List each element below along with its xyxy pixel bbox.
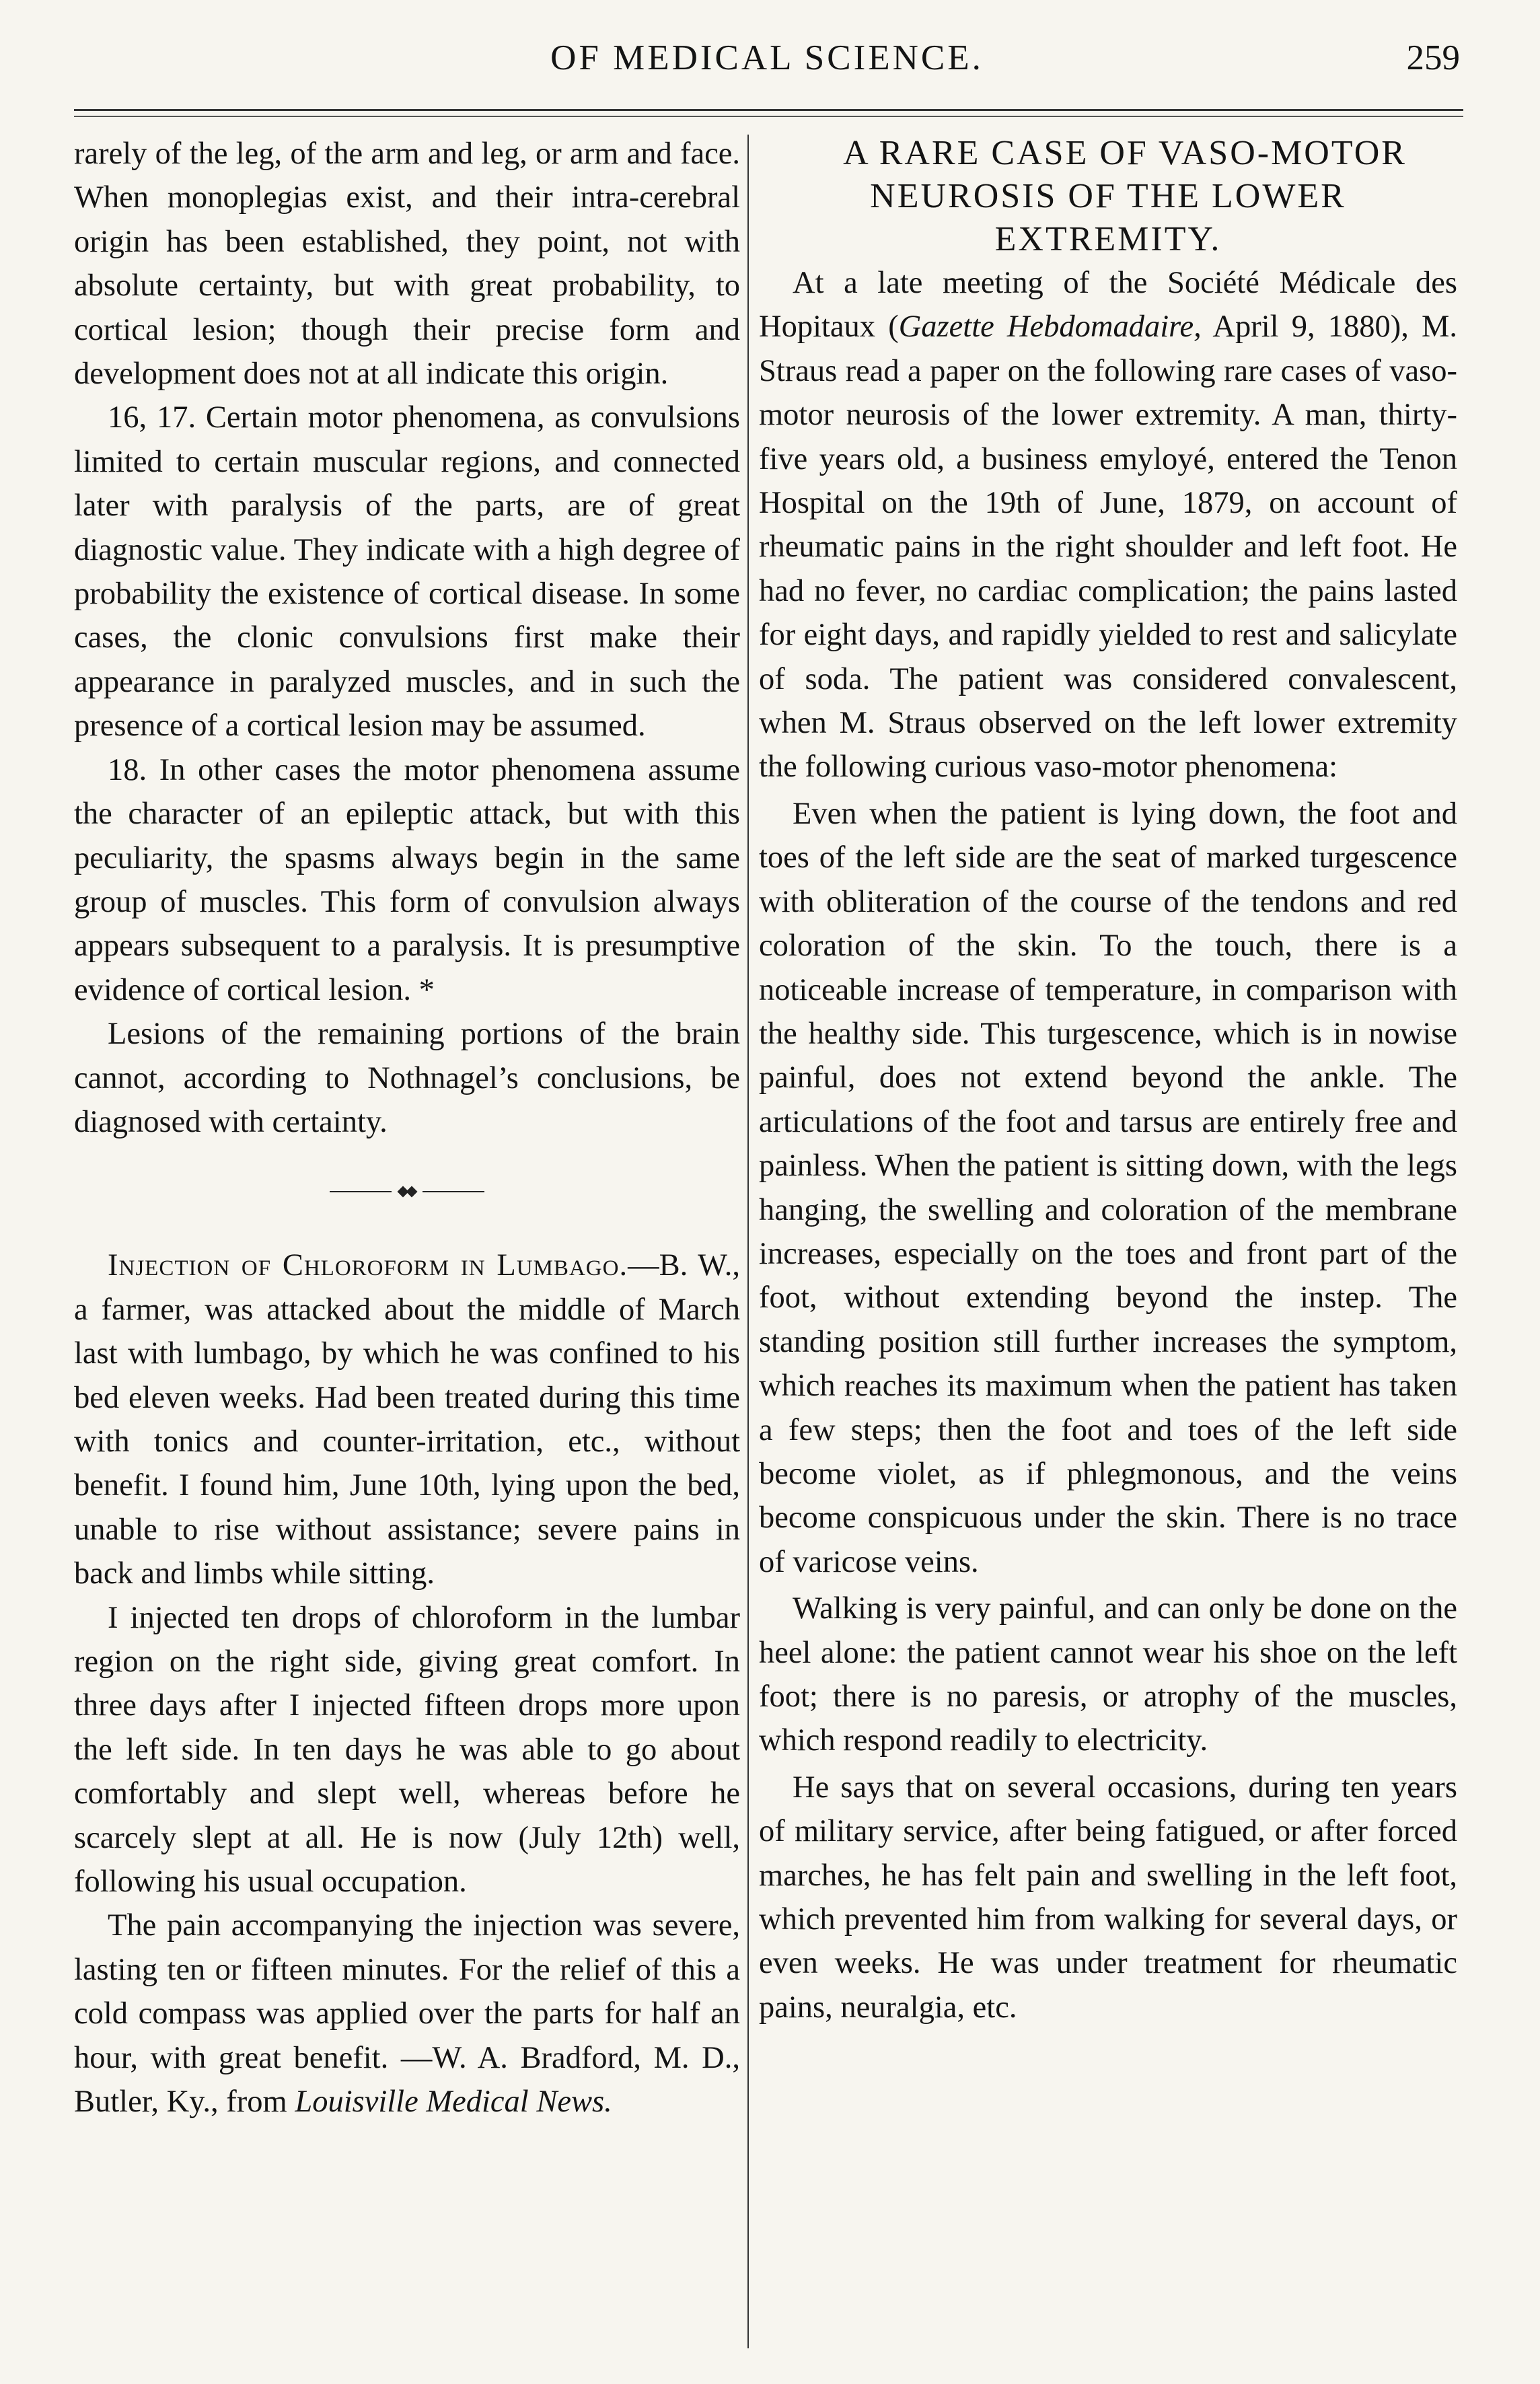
- ornament-line-left: [330, 1191, 392, 1192]
- ornament-diamond: [406, 1186, 418, 1198]
- column-divider: [747, 135, 749, 2348]
- right-paragraph-3: He says that on several occasions, during ten years of military service, after being fatigued, or after forced marches, he has felt pain and swelling in the left foot, which prevented him from walking for several days, or even weeks. He was under treatment for rheumatic pains, neuralgia, etc.: [759, 1770, 1457, 2025]
- right-paragraph-1: Even when the patient is lying down, the foot and toes of the left side are the seat of marked turgescence with obliteration of the course of the tendons and red coloration of the skin. To the touch, there is a noticeable increase of temperature, in comparison with the healthy side. This turgescence, which is in nowise painful, does not extend beyond the ankle. The articulations of the foot and tarsus are entirely free and painless. When the patient is sitting down, with the legs hanging, the swelling and coloration of the membrane increases, especially on the toes and front part of the foot, without extending beyond the instep. The standing position still further increases the symptom, which reaches its maximum when the patient has taken a few steps; then the foot and toes of the left side become violet, as if phlegmonous, and the veins become conspicuous under the skin. There is no trace of varicose veins.: [759, 796, 1457, 1579]
- intro-journal: Gazette Hebdomadaire,: [898, 310, 1202, 345]
- chloroform-text-3: The pain accompanying the injection was severe, lasting ten or fifteen minutes. For the relief of this a cold compass was applied over the parts for half an hour, with great benefit.: [74, 1908, 740, 2075]
- left-column: [74, 132, 740, 2124]
- page-number: 259: [1406, 38, 1460, 77]
- left-paragraph-4: Lesions of the remaining portions of the brain cannot, according to Nothnagel’s conclusions, be diagnosed with certainty.: [74, 1017, 740, 1139]
- right-column: [759, 132, 1457, 2029]
- header-rule-secondary: [74, 116, 1463, 117]
- signature: —W. A. Bradford, M. D., Butler, Ky., from: [74, 2040, 740, 2120]
- left-paragraph-2: 16, 17. Certain motor phenomena, as convulsions limited to certain muscular regions, and connected later with paralysis of the parts, are of great diagnostic value. They indicate with a high degree of probability the existence of cortical disease. In some cases, the clonic convulsions first make their appearance in paralyzed muscles, and in such the presence of a cortical lesion may be assumed.: [74, 400, 740, 744]
- page-header: [74, 24, 1460, 85]
- chloroform-paragraph-2: I injected ten drops of chloroform in the lumbar region on the right side, giving great comfort. In three days after I injected fifteen drops more upon the left side. In ten days he was able to go about comfortably and slept well, whereas before he scarcely slept at all. He is now (July 12th) well, following his usual occupation.: [74, 1600, 740, 1900]
- left-paragraph-1: rarely of the leg, of the arm and leg, or arm and face. When monoplegias exist, and their intra-cerebral origin has been established, they point, not with absolute certainty, but with great probability, to cortical lesion; though their precise form and development does not at all indicate this origin.: [74, 137, 740, 392]
- right-intro-paragraph: [759, 261, 1457, 789]
- right-paragraph-2: Walking is very painful, and can only be done on the heel alone: the patient cannot wear his shoe on the left foot; there is no paresis, or atrophy of the muscles, which respond readily to electricity.: [759, 1591, 1457, 1758]
- signature-source: Louisville Medical News.: [295, 2085, 612, 2120]
- chloroform-paragraph-1: [74, 1243, 740, 1595]
- intro-text-b: April 9, 1880), M. Straus read a paper on the following rare cases of vaso-motor neurosis of the lower extremity. A man, thirty-five years old, a business emyloyé, entered the Tenon Hospital on the 19th of June, 1879, on account of rheumatic pains in the right shoulder and left foot. He had no fever, no cardiac complication; the pains lasted for eight days, and rapidly yielded to rest and salicylate of soda. The patient was considered convalescent, when M. Straus observed on the left lower extremity the following curious vaso-motor phenomena:: [759, 310, 1458, 785]
- chloroform-title: Injection of Chloroform in Lumbago.: [108, 1248, 628, 1283]
- running-head: OF MEDICAL SCIENCE.: [550, 38, 984, 77]
- header-rule: [74, 109, 1463, 111]
- chloroform-paragraph-3: [74, 1904, 740, 2124]
- left-paragraph-3: 18. In other cases the motor phenomena assume the character of an epileptic attack, but with this peculiarity, the spasms always begin in the same group of muscles. This form of convulsion always appears subsequent to a paralysis. It is presumptive evidence of cortical lesion. *: [74, 752, 740, 1007]
- section-ornament: [330, 1187, 484, 1196]
- intro-text-a: At a late meeting of the Société Médicale des Hopitaux (: [759, 266, 1457, 345]
- article-title: A RARE CASE OF VASO-MOTOR NEUROSIS OF THE LOWER EXTREMITY.: [843, 134, 1407, 258]
- ornament-line-right: [423, 1191, 484, 1192]
- chloroform-text-1: —B. W., a farmer, was attacked about the middle of March last with lumbago, by which he was confined to his bed eleven weeks. Had been treated during this time with tonics and counter-irritation, etc., without benefit. I found him, June 10th, lying upon the bed, unable to rise without assistance; severe pains in back and limbs while sitting.: [74, 1248, 740, 1591]
